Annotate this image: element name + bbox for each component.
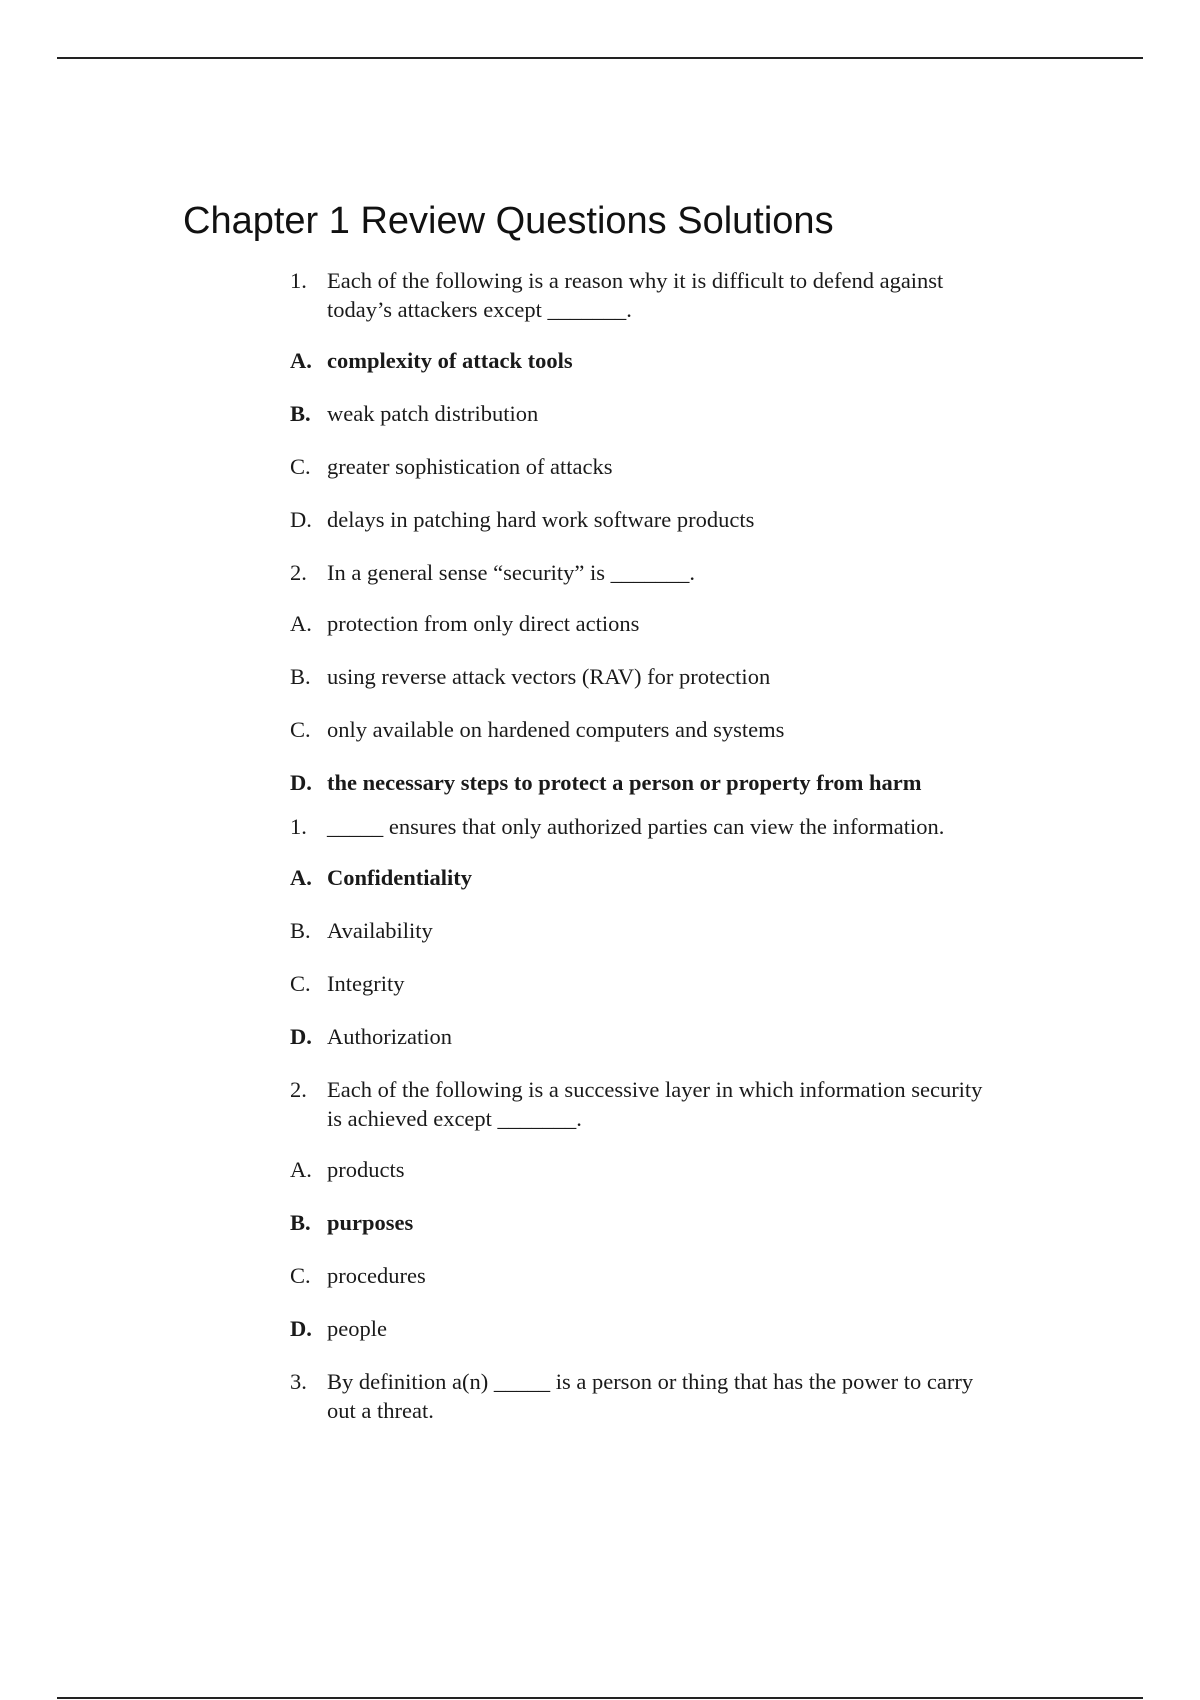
option-text: people <box>327 1316 387 1341</box>
option-letter: D. <box>290 507 312 532</box>
question-text: By definition a(n) _____ is a person or thing that has the power to carry <box>327 1369 974 1394</box>
option-text: weak patch distribution <box>327 401 539 426</box>
question-item <box>290 266 1070 324</box>
option-text: procedures <box>327 1263 426 1288</box>
answer-option <box>290 505 1070 534</box>
option-letter: C. <box>290 717 311 742</box>
footer-rule <box>57 1697 1143 1699</box>
question-item <box>290 1075 1070 1133</box>
question-number: 3. <box>290 1369 307 1394</box>
question-text: is achieved except _______. <box>327 1106 582 1131</box>
option-text: products <box>327 1157 405 1182</box>
option-text: Confidentiality <box>327 865 473 890</box>
answer-option <box>290 1022 1070 1051</box>
option-letter: C. <box>290 1263 311 1288</box>
answer-option <box>290 346 1070 375</box>
answer-option <box>290 863 1070 892</box>
question-text: _____ ensures that only authorized parties can view the information. <box>327 814 945 839</box>
answer-option <box>290 399 1070 428</box>
question-number: 2. <box>290 560 307 585</box>
question-text: Each of the following is a reason why it is difficult to defend against <box>327 268 944 293</box>
option-text: purposes <box>327 1210 414 1235</box>
question-text: Each of the following is a successive layer in which information security <box>327 1077 983 1102</box>
answer-option <box>290 969 1070 998</box>
option-letter: A. <box>290 348 312 373</box>
page-title: Chapter 1 Review Questions Solutions <box>183 200 834 242</box>
option-letter: C. <box>290 454 311 479</box>
answer-option <box>290 1208 1070 1237</box>
question-list <box>290 266 1070 1447</box>
answer-option <box>290 609 1070 638</box>
option-letter: A. <box>290 865 312 890</box>
question-number: 2. <box>290 1077 307 1102</box>
question-text: In a general sense “security” is _______. <box>327 560 695 585</box>
option-text: Integrity <box>327 971 405 996</box>
option-text: greater sophistication of attacks <box>327 454 613 479</box>
question-number: 1. <box>290 268 307 293</box>
question-text: today’s attackers except _______. <box>327 297 632 322</box>
answer-option <box>290 768 1070 797</box>
option-letter: C. <box>290 971 311 996</box>
option-text: Availability <box>327 918 433 943</box>
header-rule <box>57 57 1143 59</box>
option-text: only available on hardened computers and systems <box>327 717 785 742</box>
option-letter: D. <box>290 1316 312 1341</box>
question-number: 1. <box>290 814 307 839</box>
option-text: protection from only direct actions <box>327 611 640 636</box>
option-letter: B. <box>290 918 311 943</box>
option-text: complexity of attack tools <box>327 348 573 373</box>
answer-option <box>290 715 1070 744</box>
option-letter: B. <box>290 664 311 689</box>
option-text: delays in patching hard work software products <box>327 507 755 532</box>
option-letter: B. <box>290 401 311 426</box>
answer-option <box>290 1155 1070 1184</box>
option-text: using reverse attack vectors (RAV) for protection <box>327 664 771 689</box>
answer-option <box>290 916 1070 945</box>
option-letter: D. <box>290 1024 312 1049</box>
option-letter: D. <box>290 770 312 795</box>
question-item <box>290 1367 1070 1425</box>
option-letter: B. <box>290 1210 311 1235</box>
question-item <box>290 812 1070 841</box>
answer-option <box>290 1261 1070 1290</box>
option-letter: A. <box>290 611 312 636</box>
answer-option <box>290 662 1070 691</box>
question-item <box>290 558 1070 587</box>
option-letter: A. <box>290 1157 312 1182</box>
answer-option <box>290 1314 1070 1343</box>
question-text: out a threat. <box>327 1398 434 1423</box>
option-text: the necessary steps to protect a person or property from harm <box>327 770 922 795</box>
answer-option <box>290 452 1070 481</box>
option-text: Authorization <box>327 1024 452 1049</box>
